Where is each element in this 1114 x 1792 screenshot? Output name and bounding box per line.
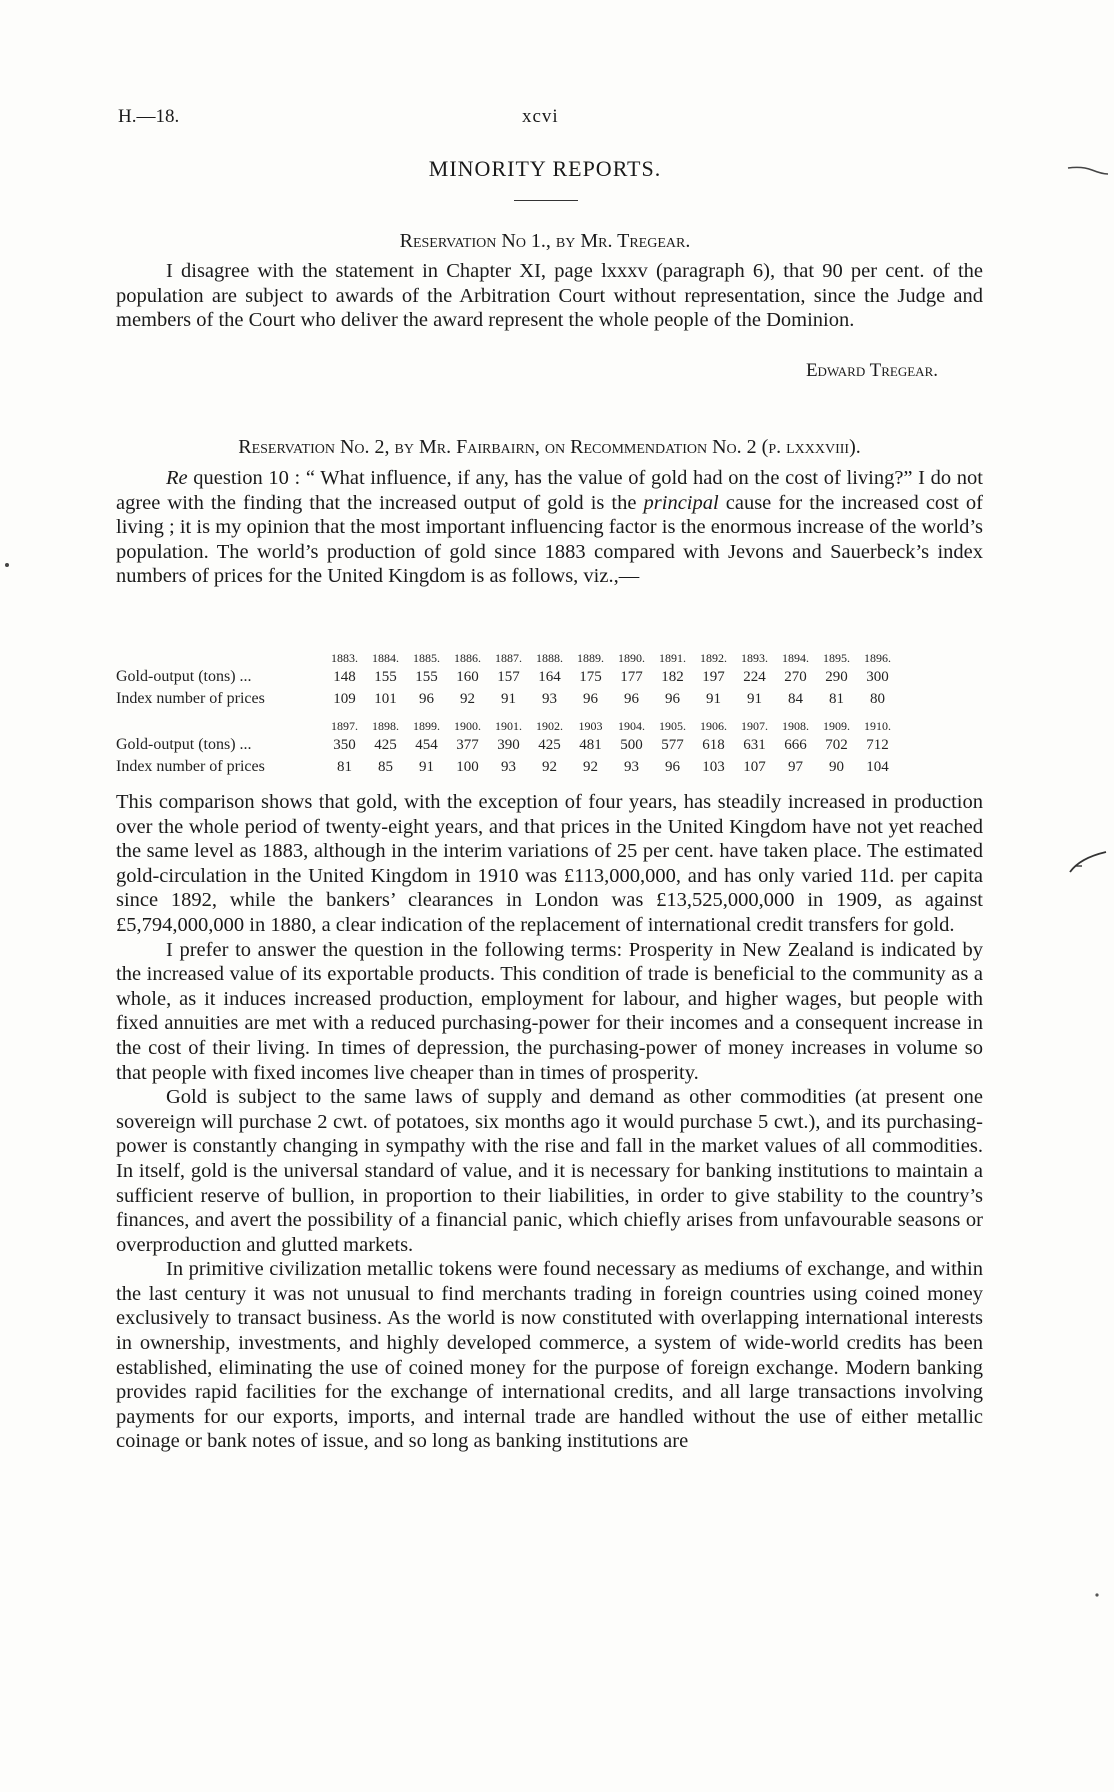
row-label: Gold-output (tons) ... <box>116 668 252 685</box>
year-cell: 1892. <box>700 651 727 665</box>
year-cell: 1908. <box>782 719 809 733</box>
value-cell: 96 <box>665 690 680 707</box>
value-cell: 96 <box>583 690 598 707</box>
year-cell: 1883. <box>331 651 358 665</box>
body-paragraph-3: Gold is subject to the same laws of supply and demand as other commodities (at present one sovereign will purchase 2 cwt. of potatoes, six months ago it would purchase 5 cwt.), and its purchasing-power is constantly changing in sympathy with the rise and fall in the market values of all commodities. In itself, gold is the universal standard of value, and it is necessary for banking institutions to maintain a sufficient reserve of bullion, in proportion to their liabilities, in order to give stability to the country’s finances, and avert the possibility of a financial panic, which chiefly arises from unfavourable seasons or overproduction and glutted markets. <box>116 1086 983 1256</box>
signature-tregear: Edward Tregear. <box>805 360 938 381</box>
year-cell: 1889. <box>577 651 604 665</box>
year-cell: 1899. <box>413 719 440 733</box>
value-cell: 100 <box>456 758 479 775</box>
year-cell: 1909. <box>823 719 850 733</box>
year-cell: 1893. <box>741 651 768 665</box>
value-cell: 270 <box>784 668 807 685</box>
value-cell: 500 <box>620 736 643 753</box>
year-cell: 1898. <box>372 719 399 733</box>
value-cell: 425 <box>538 736 561 753</box>
year-cell: 1885. <box>413 651 440 665</box>
table-row <box>116 734 898 756</box>
intro-text-a: question 10 : “ What influence, if any, has the value of gold had on the cost of living?” I do not agree with the finding that the increased output of gold is the <box>116 467 983 514</box>
year-cell: 1884. <box>372 651 399 665</box>
running-head <box>118 106 996 132</box>
year-cell: 1894. <box>782 651 809 665</box>
year-header-row <box>116 716 898 734</box>
value-cell: 103 <box>702 758 725 775</box>
year-cell: 1895. <box>823 651 850 665</box>
row-label: Index number of prices <box>116 758 265 775</box>
value-cell: 92 <box>460 690 475 707</box>
year-cell: 1887. <box>495 651 522 665</box>
value-cell: 182 <box>661 668 684 685</box>
value-cell: 91 <box>747 690 762 707</box>
value-cell: 155 <box>374 668 397 685</box>
body-paragraph-4: In primitive civilization metallic tokens were found necessary as mediums of exchange, and within the last century it was not unusual to find merchants trading in foreign countries using coined money exclusively to transact business. As the world is now constituted with overlapping international interests in ownership, investments, and highly developed commerce, a system of wide-world credits has been established, eliminating the use of coined money for the purpose of foreign exchange. Modern banking provides rapid facilities for the exchange of international credits, and all large transactions involving payments for our exports, imports, and internal trade are handled without the use of either metallic coinage or bank notes of issue, and so long as banking institutions are <box>116 1258 983 1453</box>
table-row <box>116 756 898 778</box>
reservation-1-paragraph: I disagree with the statement in Chapter XI, page lxxxv (paragraph 6), that 90 per cent. of the population are subject to awards of the Arbitration Court without representation, since the Judge and members of the Court who deliver the award represent the whole people of the Dominion. <box>116 260 983 332</box>
year-cell: 1907. <box>741 719 768 733</box>
intro-text-b: cause for the increased cost of living ; it is my opinion that the most important influencing factor is the enormous increase of the world’s population. The world’s production of gold since 1883 compared with Jevons and Sauerbeck’s index numbers of prices for the United Kingdom is as follows, viz.,— <box>116 491 983 588</box>
value-cell: 577 <box>661 736 684 753</box>
value-cell: 96 <box>665 758 680 775</box>
year-cell: 1901. <box>495 719 522 733</box>
margin-dot-mark-2 <box>1092 1590 1102 1600</box>
margin-dash-mark <box>1066 160 1110 178</box>
value-cell: 81 <box>337 758 352 775</box>
reservation-1-text <box>116 259 983 333</box>
value-cell: 454 <box>415 736 438 753</box>
year-cell: 1903 <box>578 719 603 733</box>
gold-table-1897-1910 <box>116 716 898 778</box>
year-cell: 1904. <box>618 719 645 733</box>
value-cell: 164 <box>538 668 561 685</box>
value-cell: 350 <box>333 736 356 753</box>
value-cell: 157 <box>497 668 520 685</box>
value-cell: 224 <box>743 668 766 685</box>
value-cell: 425 <box>374 736 397 753</box>
value-cell: 92 <box>583 758 598 775</box>
value-cell: 197 <box>702 668 725 685</box>
title-rule <box>514 200 578 201</box>
value-cell: 177 <box>620 668 643 685</box>
value-cell: 107 <box>743 758 766 775</box>
value-cell: 631 <box>743 736 766 753</box>
year-cell: 1896. <box>864 651 891 665</box>
value-cell: 85 <box>378 758 393 775</box>
gold-table-1883-1896 <box>116 648 898 710</box>
value-cell: 96 <box>624 690 639 707</box>
year-header-blank <box>116 716 324 734</box>
year-cell: 1891. <box>659 651 686 665</box>
value-cell: 160 <box>456 668 479 685</box>
value-cell: 101 <box>374 690 397 707</box>
margin-dot-mark <box>2 560 12 570</box>
year-cell: 1902. <box>536 719 563 733</box>
year-cell: 1897. <box>331 719 358 733</box>
value-cell: 96 <box>419 690 434 707</box>
value-cell: 80 <box>870 690 885 707</box>
reservation-2-intro-paragraph <box>116 466 983 589</box>
principal-italic: principal <box>643 491 719 514</box>
value-cell: 93 <box>542 690 557 707</box>
page-title: MINORITY REPORTS. <box>428 156 662 181</box>
value-cell: 93 <box>624 758 639 775</box>
value-cell: 104 <box>866 758 889 775</box>
body-paragraph-1: This comparison shows that gold, with the exception of four years, has steadily increased in production over the whole period of twenty-eight years, and that prices in the United Kingdom have not yet reached the same level as 1883, although in the interim variations of 25 per cent. have taken place. The estimated gold-circulation in the United Kingdom in 1910 was £113,000,000, and has only varied 11d. per capita since 1892, while the bankers’ clearances in London was £13,525,000,000 in 1909, as against £5,794,000,000 in 1880, a clear indication of the replacement of international credit transfers for gold. <box>116 791 983 936</box>
year-cell: 1906. <box>700 719 727 733</box>
report-reference: H.—18. <box>118 106 180 127</box>
value-cell: 109 <box>333 690 356 707</box>
value-cell: 481 <box>579 736 602 753</box>
value-cell: 91 <box>501 690 516 707</box>
value-cell: 300 <box>866 668 889 685</box>
reservation-2-heading: Reservation No. 2, by Mr. Fairbairn, on Recommendation No. 2 (p. lxxxviii). <box>238 436 861 458</box>
body-text <box>116 790 983 1454</box>
table-row <box>116 666 898 688</box>
reservation-2-intro <box>116 466 983 589</box>
value-cell: 390 <box>497 736 520 753</box>
value-cell: 175 <box>579 668 602 685</box>
value-cell: 377 <box>456 736 479 753</box>
value-cell: 618 <box>702 736 725 753</box>
body-paragraph-2: I prefer to answer the question in the following terms: Prosperity in New Zealand is indicated by the increased value of its exportable products. This condition of trade is beneficial to the community as a whole, as it induces increased production, employment for labour, and higher wages, but people with fixed annuities are met with a reduced purchasing-power for their incomes and a consequent increase in the cost of their living. In times of depression, the purchasing-power of money increases in volume so that people with fixed incomes live cheaper than in times of prosperity. <box>116 938 983 1084</box>
reservation-1-heading: Reservation No 1., by Mr. Tregear. <box>399 230 691 252</box>
year-cell: 1905. <box>659 719 686 733</box>
page-number: xcvi <box>522 106 559 127</box>
value-cell: 702 <box>825 736 848 753</box>
value-cell: 93 <box>501 758 516 775</box>
row-label: Index number of prices <box>116 690 265 707</box>
value-cell: 92 <box>542 758 557 775</box>
value-cell: 290 <box>825 668 848 685</box>
year-header-row <box>116 648 898 666</box>
table-row <box>116 688 898 710</box>
value-cell: 91 <box>419 758 434 775</box>
value-cell: 712 <box>866 736 889 753</box>
year-header-blank <box>116 648 324 666</box>
value-cell: 90 <box>829 758 844 775</box>
year-cell: 1886. <box>454 651 481 665</box>
value-cell: 97 <box>788 758 803 775</box>
value-cell: 81 <box>829 690 844 707</box>
value-cell: 148 <box>333 668 356 685</box>
year-cell: 1890. <box>618 651 645 665</box>
re-italic: Re <box>166 467 188 489</box>
year-cell: 1888. <box>536 651 563 665</box>
margin-tick-mark <box>1066 848 1110 876</box>
value-cell: 155 <box>415 668 438 685</box>
year-cell: 1910. <box>864 719 891 733</box>
year-cell: 1900. <box>454 719 481 733</box>
row-label: Gold-output (tons) ... <box>116 736 252 753</box>
value-cell: 666 <box>784 736 807 753</box>
value-cell: 84 <box>788 690 803 707</box>
value-cell: 91 <box>706 690 721 707</box>
